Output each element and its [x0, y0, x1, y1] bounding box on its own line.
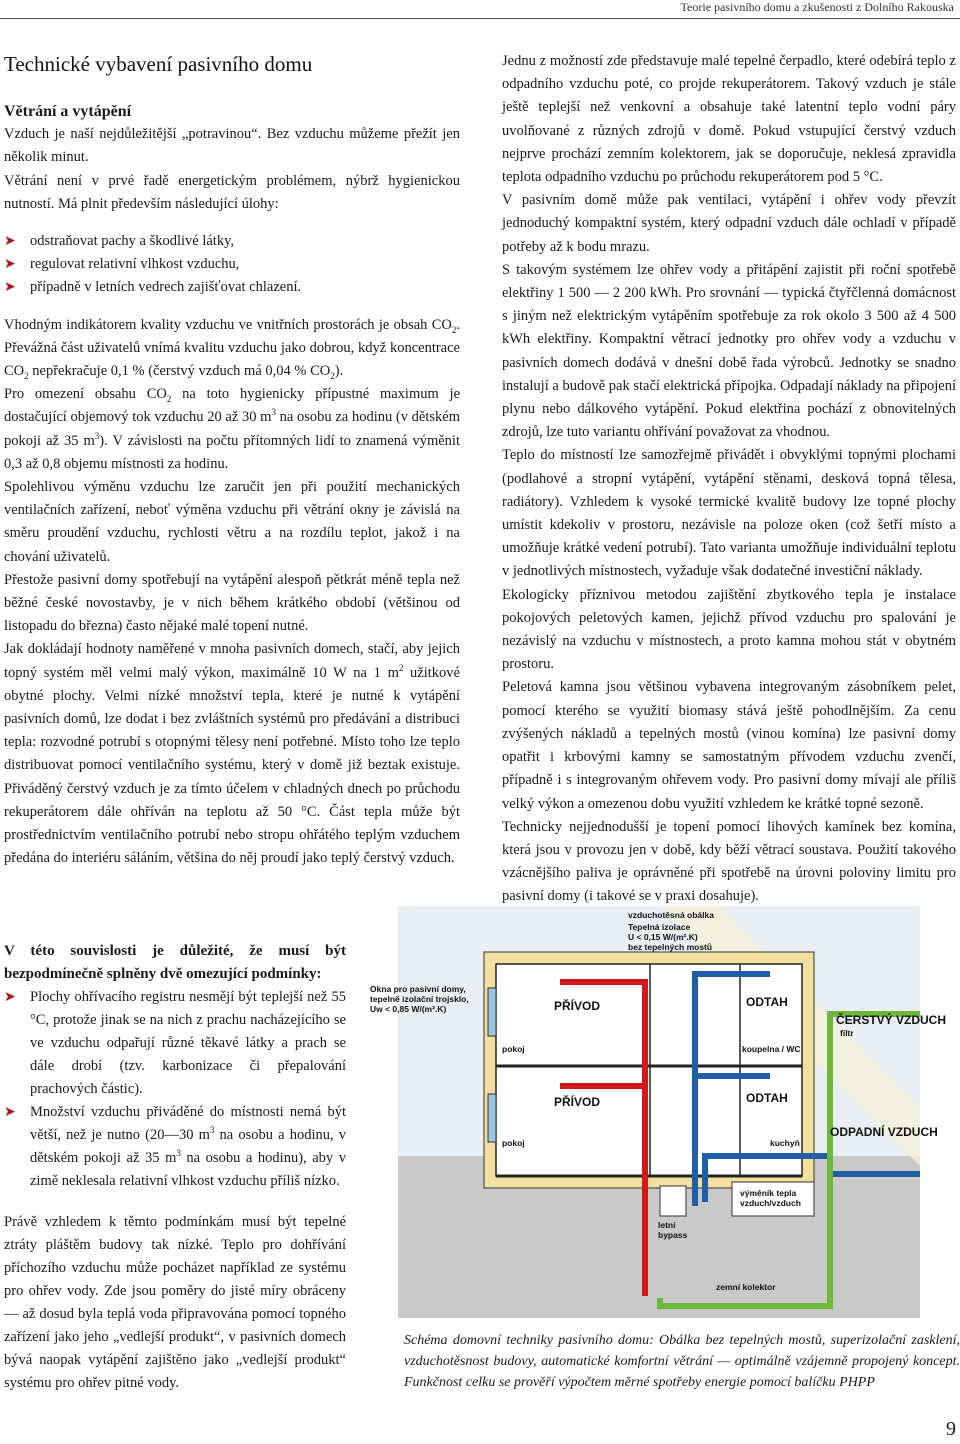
- text: ). V závislosti na počtu přítomných lidí to znamená výměnit 0,3 až 0,8 objemu místnosti za hodinu.: [4, 432, 460, 472]
- text: užitkové obytné plochy. Velmi nízké množství tepla, které je nutné k vytápění pasivních domů, lze dodat i bez zvláštních systémů pro předávání a distribuci tepla: rozvodné potrubí s otopnými tělesy není potřebné. Místo toho lze teplo distribuovat pomocí ventilačního systému, který v domě již beztak existuje. Přiváděný čerstvý vzduch je za tímto účelem v chladných dnech po průchodu rekuperátorem dále ohříván na teplotu až 50 °C. Část tepla může být prostřednictvím ventilačního potrubí nebo stropu ohřátého teplým vzduchem předána do interiéru sáláním, většina do něj proudí jako teplý čerstvý vzduch.: [4, 664, 460, 867]
- label-insulation: Tepelná izolace: [628, 922, 691, 932]
- text: na osobu a hodinu, v dětském pokoji až 35 m: [30, 1127, 346, 1166]
- figure-caption: Schéma domovní techniky pasivního domu: Obálka bez tepelných mostů, superizolační zasklení, vzduchotěsnost budovy, automatické komfortní větrání — optimálně vzájemně propojený koncept. Funkčnost celku se prověří výpočtem měrné spotřeby energie pomocí balíčku PHPP: [404, 1333, 960, 1390]
- running-header: Teorie pasivního domu a zkušenosti z Dolního Rakouska: [680, 0, 954, 14]
- label-supply-bottom: PŘÍVOD: [554, 1095, 601, 1109]
- label-supply-top: PŘÍVOD: [554, 999, 601, 1013]
- subhead-ventilation: Větrání a vytápění: [4, 103, 132, 120]
- superscript: 3: [271, 407, 276, 418]
- left-column: [4, 100, 460, 871]
- text: Jak dokládají hodnoty naměřené v mnoha pasivních domech, stačí, aby jejich topný systém měl velmi malý výkon, maximálně 10 W na 1 m: [4, 641, 460, 681]
- label-heat-exchanger-1: výměník tepla: [740, 1188, 797, 1198]
- text: na toto hygienicky přípustné maximum je dostačující objemový tok vzduchu 20 až 30 m: [4, 386, 460, 426]
- superscript: 3: [94, 430, 100, 441]
- paragraph: Peletová kamna jsou většinou vybavena integrovaným zásobníkem pelet, pomocí kterého se využití biomasy stává ještě pohodlnějším. Za cenu zvýšených nákladů a tepelných mostů (vinou komína) lze pasivní domy opatřit i krbovými kamny se samostatným přívodem vzduchu zvenčí, případně i s integrovaným ohřevem vody. Pro pasivní domy mívají ale příliš velký výkon a omezenou dobu využití vzhledem ke krátké topné sezoně.: [502, 679, 956, 812]
- text: Množství vzduchu přiváděné do místnosti nemá být větší, než je nutno (20—30 m: [30, 1104, 346, 1143]
- page-number: 9: [946, 1418, 956, 1440]
- list-item: ➤ odstraňovat pachy a škodlivé látky,: [4, 230, 460, 253]
- superscript: 3: [176, 1148, 181, 1159]
- paragraph: S takovým systémem lze ohřev vody a přitápění zajistit při roční spotřebě elektřiny 1 500 — 2 200 kWh. Pro srovnání — typická čtyřčlenná domácnost s jiným než elektrickým vytápěním spotřebuje za rok okolo 3 500 až 4 500 kWh elektřiny. Kompaktní větrací jednotky pro ohřev vody a vzduchu v pasivních domech dodává v dnešní době řada výrobců. Jednotky se snadno instalují a budově pak stačí elektrická přípojka. Odpadají náklady na připojení plynu nebo dálkového vytápění. Pokud elektřina pochází z obnovitelných zdrojů, lze tuto variantu ohřívání považovat za vhodnou.: [502, 261, 956, 441]
- label-bathroom: koupelna / WC: [742, 1044, 801, 1054]
- label-ground-collector: zemní kolektor: [716, 1282, 776, 1292]
- label-heat-exchanger-2: vzduch/vzduch: [740, 1198, 801, 1208]
- section-title: Technické vybavení pasivního domu: [4, 52, 313, 76]
- label-room-bottom: pokoj: [502, 1138, 525, 1148]
- label-window: Okna pro pasivní domy,: [370, 984, 466, 994]
- superscript: 2: [398, 662, 404, 673]
- label-window-u: Uw < 0,85 W/(m².K): [370, 1004, 447, 1014]
- paragraph-co2: [4, 314, 460, 384]
- paragraph: Přestože pasivní domy spotřebují na vytápění alespoň pětkrát méně tepla než běžné české novostavby, je v nich během krátkého období (většinou od listopadu do března) často nějaké malé topení nutné.: [4, 571, 460, 635]
- label-insulation-u: U < 0,15 W/(m².K): [628, 932, 698, 942]
- paragraph: V pasivním domě může pak ventilaci, vytápění i ohřev vody převzít jednoduchý kompaktní systém, který odpadní vzduch dále ochladí v případě potřeby až k bodu mrazu.: [502, 192, 956, 255]
- paragraph-heating: [4, 638, 460, 870]
- conditions-intro: V této souvislosti je důležité, že musí být bezpodmínečně splněny dvě omezující podmínky:: [4, 943, 346, 982]
- subscript: 2: [24, 370, 29, 381]
- text: na osobu za hodinu (v dětském pokoji až 35 m: [4, 409, 461, 449]
- paragraph: Vzduch je naší nejdůležitější „potravinou“. Bez vzduchu můžeme přežít jen několik minut.: [4, 126, 460, 166]
- paragraph: Jednu z možností zde představuje malé tepelné čerpadlo, které odebírá teplo z odpadního vzduchu poté, co projde rekuperátorem. Takový vzduch je stále ještě teplejší než venkovní a obsahuje také latentní teplo vodní páry uvolňované z různých zdrojů v domě. Pokud vstupující čerstvý vzduch nejprve prochází zemním kolektorem, jak se doporučuje, neklesá zpravidla teplota odpadního vzduchu po průchodu rekuperátorem pod 5 °C.: [502, 53, 956, 186]
- label-exhaust-top: ODTAH: [746, 995, 788, 1009]
- task-list: [4, 230, 460, 300]
- label-bypass-1: letní: [658, 1220, 676, 1230]
- house-ventilation-diagram: [360, 906, 960, 1318]
- label-fresh-air: ČERSTVÝ VZDUCH: [836, 1013, 947, 1027]
- superscript: 3: [209, 1125, 215, 1136]
- right-column: [502, 50, 956, 909]
- header-rule: [0, 18, 960, 19]
- paragraph: Větrání není v prvé řadě energetickým problémem, nýbrž hygienickou nutností. Má plnit především následující úlohy:: [4, 172, 460, 212]
- subscript: 2: [451, 324, 457, 335]
- label-waste-air: ODPADNÍ VZDUCH: [830, 1125, 938, 1139]
- text: ).: [334, 363, 344, 380]
- list-item: ➤ případně v letních vedrech zajišťovat chlazení.: [4, 276, 460, 299]
- paragraph: Právě vzhledem k těmto podmínkám musí být tepelné ztráty pláštěm budovy tak nízké. Teplo pro dohřívání příchozího vzduchu může pocházet například ze systému pro ohřev vody. Zde jsou poměry do jisté míry obráceny — až dosud byla teplá voda připravována pomocí topného zařízení jako jeho „vedlejší produkt“, v pasivních domech bývá naopak vytápění zajištěno jako „vedlejší produkt“ systému pro ohřev pitné vody.: [4, 1214, 346, 1391]
- list-item: [4, 1101, 346, 1193]
- bypass-box: [660, 1186, 686, 1216]
- text: na osobu a hodinu), aby v zimě neklesala relativní vlhkost vzduchu příliš nízko.: [30, 1150, 346, 1189]
- text: nepřekračuje 0,1 % (čerstvý vzduch má 0,04 % CO: [28, 363, 331, 380]
- window-icon: [488, 988, 496, 1036]
- label-filter: filtr: [840, 1028, 854, 1038]
- label-room-top: pokoj: [502, 1044, 525, 1054]
- label-bypass-2: bypass: [658, 1230, 688, 1240]
- subscript: 2: [166, 394, 172, 405]
- paragraph: Spolehlivou výměnu vzduchu lze zaručit jen při použití mechanických ventilačních zařízení, neboť výměna vzduchu při větrání okny je závislá na směru proudění vzduchu, rychlosti větru a na rozdílu teplot, jakož i na chování uživatelů.: [4, 479, 460, 565]
- text: Pro omezení obsahu CO: [4, 386, 167, 403]
- subscript: 2: [330, 370, 335, 381]
- paragraph: Technicky nejjednodušší je topení pomocí lihových kamínek bez komína, která jsou v provozu jen v době, kdy běží větrací soustava. Použití takového vzácnějšího paliva je oprávněné při spotřebě na úrovni poloviny limitu pro pasivní domy (i takové se v praxi dosahuje).: [502, 818, 956, 905]
- label-window-glass: tepelně izolační trojsklo,: [370, 994, 469, 1004]
- left-bottom-column: [4, 940, 346, 1410]
- list-item: ➤ regulovat relativní vlhkost vzduchu,: [4, 253, 460, 276]
- window-icon: [488, 1094, 496, 1142]
- text: Vhodným indikátorem kvality vzduchu ve vnitřních prostorách je obsah CO: [4, 316, 452, 333]
- label-insulation-bridges: bez tepelných mostů: [628, 942, 713, 952]
- label-kitchen: kuchyň: [770, 1138, 800, 1148]
- conditions-list: [4, 986, 346, 1193]
- label-airtight: vzduchotěsná obálka: [628, 910, 714, 920]
- text: . Převážná část uživatelů vnímá kvalitu vzduchu jako dobrou, když koncentrace CO: [4, 316, 460, 380]
- list-item: ➤ Plochy ohřívacího registru nesmějí být teplejší než 55 °C, protože jinak se na nich z prachu nacházejícího se ve vzduchu odpařují různé těkavé látky a prach se dále drobí (tzv. karbonizace či přepalování prachových částic).: [4, 986, 346, 1101]
- label-exhaust-bottom: ODTAH: [746, 1091, 788, 1105]
- paragraph: Teplo do místností lze samozřejmě přivádět i obvyklými topnými plochami (podlahové a stropní vytápění, vytápění stěnami, desková topná tělesa, radiátory). Vzhledem k vysoké termické kvalitě budovy lze topné plochy umístit kdekoliv v prostoru, nezávisle na poloze oken (což šetří místo a umožňuje krátké vedení potrubí). Tato varianta umožňuje individuální teplotu v jednotlivých místnostech, vyžaduje však dodatečné investiční náklady.: [502, 447, 956, 580]
- paragraph: Ekologicky příznivou metodou zajištění zbytkového tepla je instalace pokojových peletových kamen, jejichž přívod vzduchu pro spalování je nezávislý na vzduchu v místnostech, a proto kamna mohou stát v obytném prostoru.: [502, 586, 956, 673]
- paragraph-airflow: [4, 383, 460, 476]
